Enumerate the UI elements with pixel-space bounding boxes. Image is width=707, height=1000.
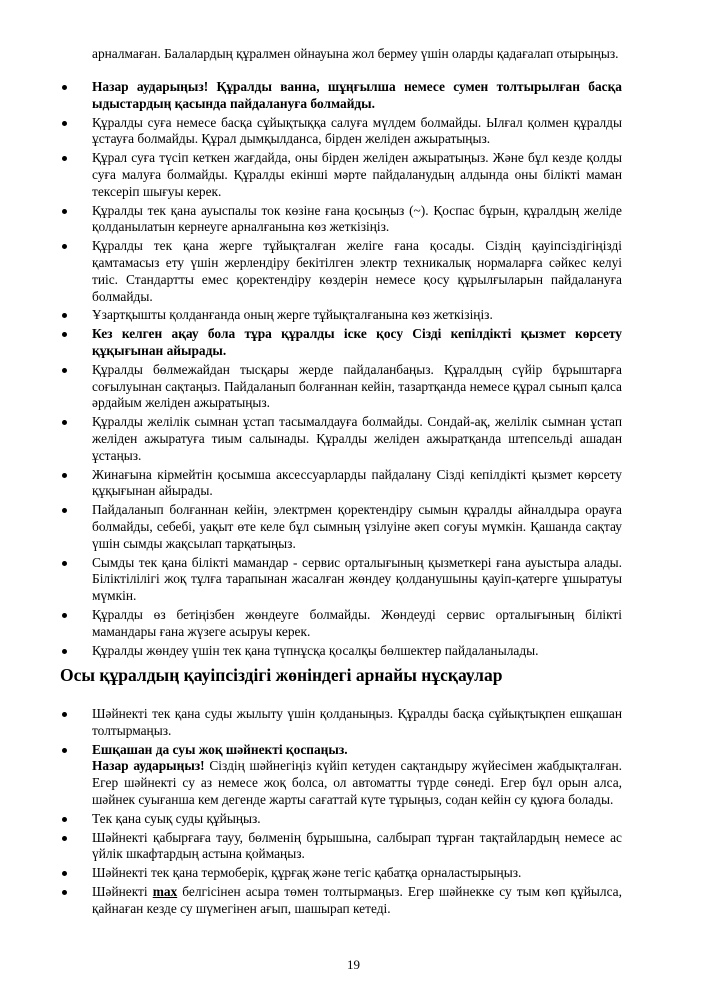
list-item: Құралды бөлмежайдан тысқары жерде пайдаланбаңыз. Құралдың сүйір бұрыштарға соғылуынан сақтаңыз. Пайдаланып болғаннан кейін, тазартқанда немесе құрал сынып қалса әрдайым желіден ажыратыңыз. [60, 362, 622, 412]
note-text: Сіздің шәйнегіңіз күйіп кетуден сақтандыру жүйесімен жабдықталған. Егер шәйнекті су аз немесе жоқ болса, ол автоматты түрде сөнеді. Егер бұл орын алса, шәйнек суығанша кем дегенде жарты сағаттай күте тұрыңыз, содан кейін су құюға болады. [92, 758, 622, 807]
note-lead: Назар аударыңыз! [92, 758, 205, 774]
list-item: Құрал суға түсіп кеткен жағдайда, оны бірден желіден ажыратыңыз. Және бұл кезде қолды суға малуға болмайды. Құралды екінші мәрте пайдаланудың алдында оны білікті маман тексеріп шығуы керек. [60, 150, 622, 200]
section-heading: Осы құралдың қауіпсіздігі жөніндегі арнайы нұсқаулар [60, 665, 503, 685]
list-item: Тек қана суық суды құйыңыз. [60, 811, 622, 828]
page-number: 19 [347, 957, 360, 972]
list-item: Құралды тек қана ауыспалы ток көзіне ғана қосыңыз (~). Қоспас бұрын, құралдың желіде қолданылатын кернеуге арналғанына көз жеткізіңіз. [60, 203, 622, 237]
list-item: Сымды тек қана білікті мамандар - сервис орталығының қызметкері ғана ауыстыра алады. Біліктілілігі жоқ тұлға тарапынан жасалған жөндеу қолданушыны қауіп-қатерге ұшыратуы мүмкін. [60, 555, 622, 605]
item-text-before: Шәйнекті [92, 883, 148, 899]
list-item [60, 742, 622, 809]
list-item: Шәйнекті қабырғаға тауу, бөлменің бұрышына, салбырап тұрған тақтайлардың немесе ас үйлік шкафтардың астына қоймаңыз. [60, 830, 622, 864]
item-text-after: белгісінен асыра төмен толтырмаңыз. Егер шәйнекке су тым көп құйылса, қайнаған кезде су шүмегінен ағып, шашырап кетеді. [92, 883, 622, 916]
max-mark: max [152, 883, 178, 899]
kettle-instructions-list [60, 706, 622, 920]
list-item: Құралды жөндеу үшін тек қана түпнұсқа қосалқы бөлшектер пайдаланылады. [60, 643, 622, 660]
list-item [60, 884, 622, 918]
list-item: Назар аударыңыз! Құралды ванна, шұңғылша немесе сумен толтырылған басқа ыдыстардың қасында пайдалануға болмайды. [60, 79, 622, 113]
warning-bold-text: Ешқашан да суы жоқ шәйнекті қоспаңыз. [92, 741, 348, 757]
lead-paragraph: арналмаған. Балалардың құралмен ойнауына жол бермеу үшін оларды қадағалап отырыңыз. [92, 46, 619, 61]
list-item: Құралды желілік сымнан ұстап тасымалдауға болмайды. Сондай-ақ, желілік сымнан ұстап желіден ажыратуға тиым салынады. Құралды желіден ажыратқанда штепсельді ашадан ұстаңыз. [60, 414, 622, 464]
list-item: Шәйнекті тек қана термоберік, құрғақ және тегіс қабатқа орналастырыңыз. [60, 865, 622, 882]
list-item: Шәйнекті тек қана суды жылыту үшін қолданыңыз. Құралды басқа сұйықтықпен ешқашан толтырмаңыз. [60, 706, 622, 740]
list-item: Құралды өз бетіңізбен жөндеуге болмайды. Жөндеуді сервис орталығының білікті мамандары ғана жүзеге асыруы керек. [60, 607, 622, 641]
list-item: Құралды суға немесе басқа сұйықтыққа салуға мүлдем болмайды. Ылғал қолмен құралды ұстауға болмайды. Құрал дымқылданса, бірден желіден ажыратыңыз. [60, 115, 622, 149]
warning-note [92, 758, 622, 808]
safety-list [60, 79, 622, 661]
list-item: Жинағына кірмейтін қосымша аксессуарларды пайдалану Сізді кепілдікті қызмет көрсету құқығынан айырады. [60, 467, 622, 501]
list-item: Құралды тек қана жерге тұйықталған желіге ғана қосады. Сіздің қауіпсіздігіңізді қамтамасыз ету үшін жерлендіру бекітілген электр техникалық нормаларға сәйкес келуі тиіс. Стандартты емес қоректендіру көздерін немесе қосу құрылғыларын пайдалануға болмайды. [60, 238, 622, 305]
list-item: Кез келген ақау бола тұра құралды іске қосу Сізді кепілдікті қызмет көрсету құқығынан айырады. [60, 326, 622, 360]
list-item: Пайдаланып болғаннан кейін, электрмен қоректендіру сымын құралды айналдыра орауға болмайды, себебі, уақыт өте келе бұл сымның үзілуіне әкеп соғуы мүмкін. Қашанда сақтау үшін сымды жақсылап тарқатыңыз. [60, 502, 622, 552]
list-item: Ұзартқышты қолданғанда оның жерге тұйықталғанына көз жеткізіңіз. [60, 307, 622, 324]
